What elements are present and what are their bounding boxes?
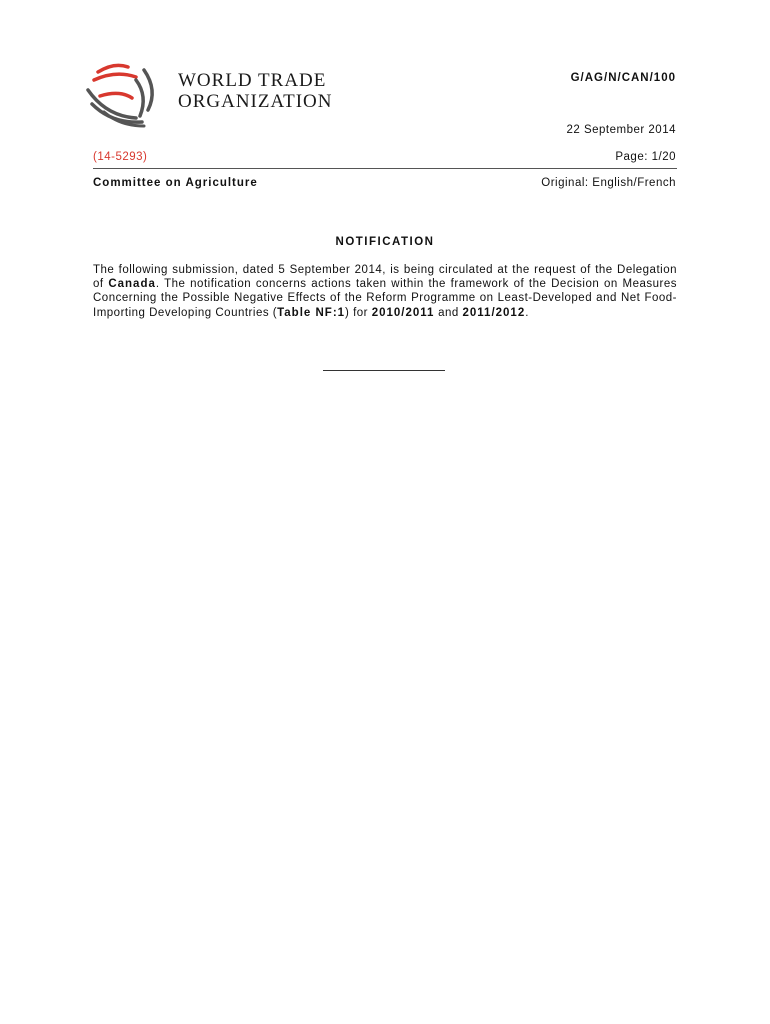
original-language: Original: English/French: [541, 177, 676, 189]
paragraph-text-1: The following submission, dated 5 September 2014, is being circulated at the request of the Delegation of: [93, 264, 677, 291]
period-1: 2010/2011: [371, 306, 435, 319]
table-reference: Table NF:1: [277, 306, 346, 319]
org-name-line1: WORLD TRADE: [178, 70, 327, 91]
country-name: Canada: [108, 278, 156, 291]
committee-name: Committee on Agriculture: [93, 177, 258, 189]
notification-paragraph: [93, 263, 677, 320]
document-symbol: G/AG/N/CAN/100: [570, 72, 676, 84]
period-2: 2011/2012: [462, 306, 526, 319]
page-number: Page: 1/20: [615, 151, 676, 163]
paragraph-text-3: ) for: [345, 306, 372, 319]
paragraph-text-2: . The notification concerns actions taken within the framework of the Decision on Measures Concerning the Possible Negative Effects of the Reform Programme on Least-Developed and Net Food-Importing Developing Countries (: [93, 278, 677, 319]
notification-heading: NOTIFICATION: [335, 236, 435, 248]
paragraph-text-5: .: [525, 306, 529, 319]
header-divider: [93, 168, 677, 169]
org-name-line2: ORGANIZATION: [178, 91, 333, 112]
end-divider: [323, 370, 445, 371]
paragraph-text-4: and: [434, 306, 463, 319]
wto-globe-logo-icon: [84, 60, 162, 128]
document-date: 22 September 2014: [566, 124, 676, 136]
organization-name: [178, 70, 332, 112]
job-number: (14-5293): [93, 151, 148, 163]
